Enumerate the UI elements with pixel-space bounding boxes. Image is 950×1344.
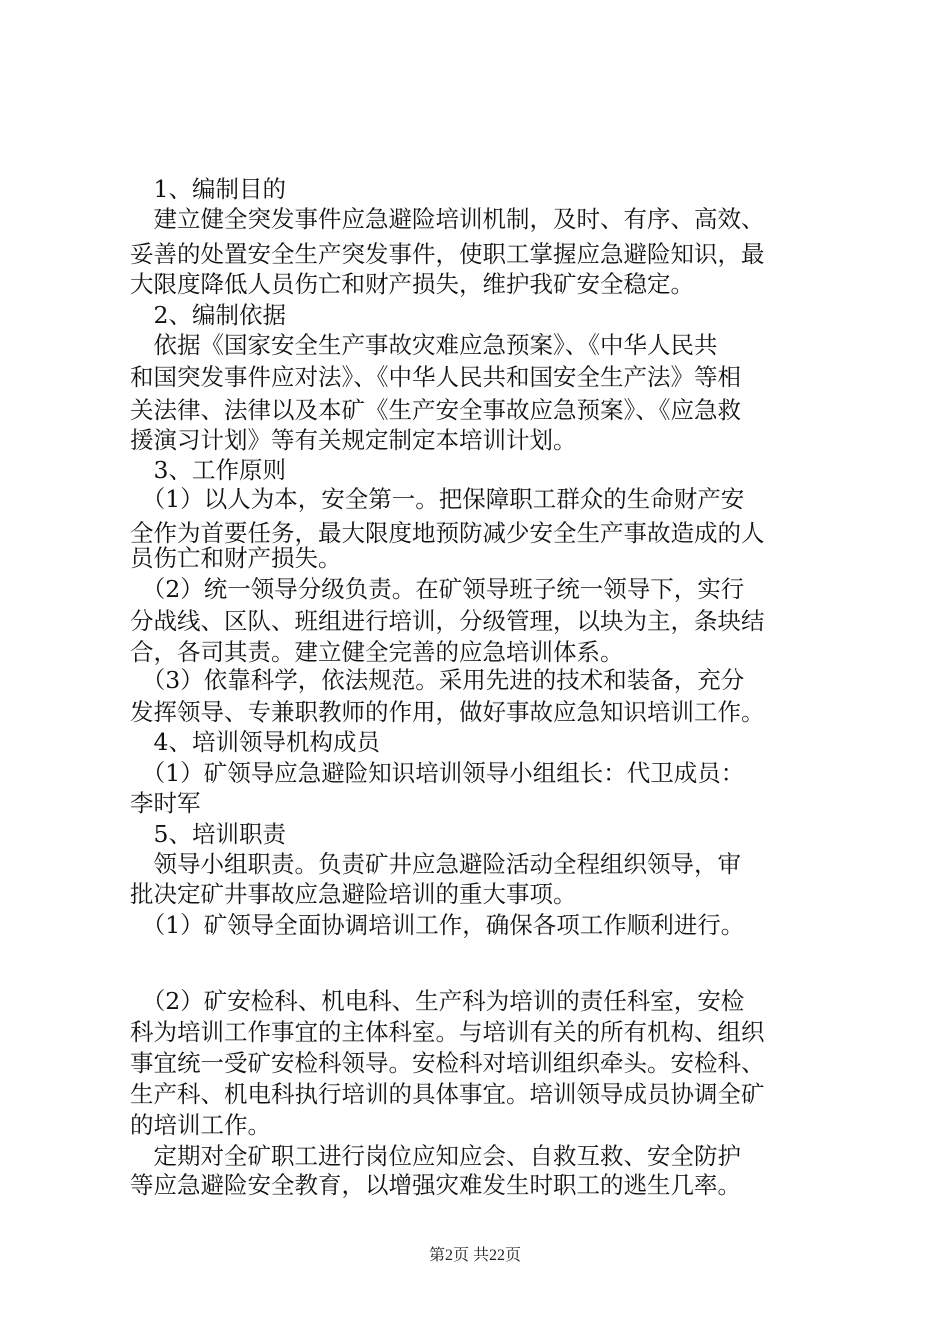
paragraph-line: （2）统一领导分级负责。在矿领导班子统一领导下，实行 [130,575,745,603]
paragraph-line: 和国突发事件应对法》、《中华人民共和国安全生产法》等相 [130,363,741,391]
paragraph-line: 合，各司其责。建立健全完善的应急培训体系。 [130,638,624,666]
paragraph-line: 关法律、法律以及本矿《生产安全事故应急预案》、《应急救 [130,396,741,424]
paragraph-line: （3）依靠科学，依法规范。采用先进的技术和装备，充分 [130,666,745,694]
paragraph-line: 等应急避险安全教育，以增强灾难发生时职工的逃生几率。 [130,1171,741,1199]
paragraph-line: 分战线、区队、班组进行培训，分级管理，以块为主，条块结 [130,607,765,635]
paragraph-line: 妥善的处置安全生产突发事件，使职工掌握应急避险知识，最 [130,240,765,268]
paragraph-line: 发挥领导、专兼职教师的作用，做好事故应急知识培训工作。 [130,698,765,726]
heading-1: 1、编制目的 [130,175,286,203]
heading-2: 2、编制依据 [130,301,286,329]
paragraph-line: （2）矿安检科、机电科、生产科为培训的责任科室，安检 [130,987,745,1015]
paragraph-line: 李时军 [130,789,201,817]
paragraph-line: 生产科、机电科执行培训的具体事宜。培训领导成员协调全矿 [130,1080,765,1108]
paragraph-line: （1）以人为本，安全第一。把保障职工群众的生命财产安 [130,485,745,513]
paragraph-line: 依据《国家安全生产事故灾难应急预案》、《中华人民共 [130,331,718,359]
paragraph-line: 援演习计划》等有关规定制定本培训计划。 [130,426,577,454]
page-number-footer: 第2页 共22页 [428,1247,521,1264]
paragraph-line: 建立健全突发事件应急避险培训机制，及时、有序、高效、 [130,205,765,233]
paragraph-line: 员伤亡和财产损失。 [130,544,342,572]
heading-3: 3、工作原则 [130,456,286,484]
paragraph-line: 定期对全矿职工进行岗位应知应会、自救互救、安全防护 [130,1142,741,1170]
paragraph-line: 领导小组职责。负责矿井应急避险活动全程组织领导，审 [130,850,741,878]
heading-5: 5、培训职责 [130,820,286,848]
heading-4: 4、培训领导机构成员 [130,728,380,756]
paragraph-line: （1）矿领导全面协调培训工作，确保各项工作顺利进行。 [130,911,745,939]
paragraph-line: （1）矿领导应急避险知识培训领导小组组长：代卫成员： [130,759,745,787]
paragraph-line: 批决定矿井事故应急避险培训的重大事项。 [130,880,577,908]
paragraph-line: 事宜统一受矿安检科领导。安检科对培训组织牵头。安检科、 [130,1049,765,1077]
paragraph-line: 的培训工作。 [130,1111,271,1139]
paragraph-line: 大限度降低人员伤亡和财产损失，维护我矿安全稳定。 [130,270,694,298]
paragraph-line: 科为培训工作事宜的主体科室。与培训有关的所有机构、组织 [130,1018,765,1046]
paragraph-line: 全作为首要任务，最大限度地预防减少安全生产事故造成的人 [130,519,765,547]
